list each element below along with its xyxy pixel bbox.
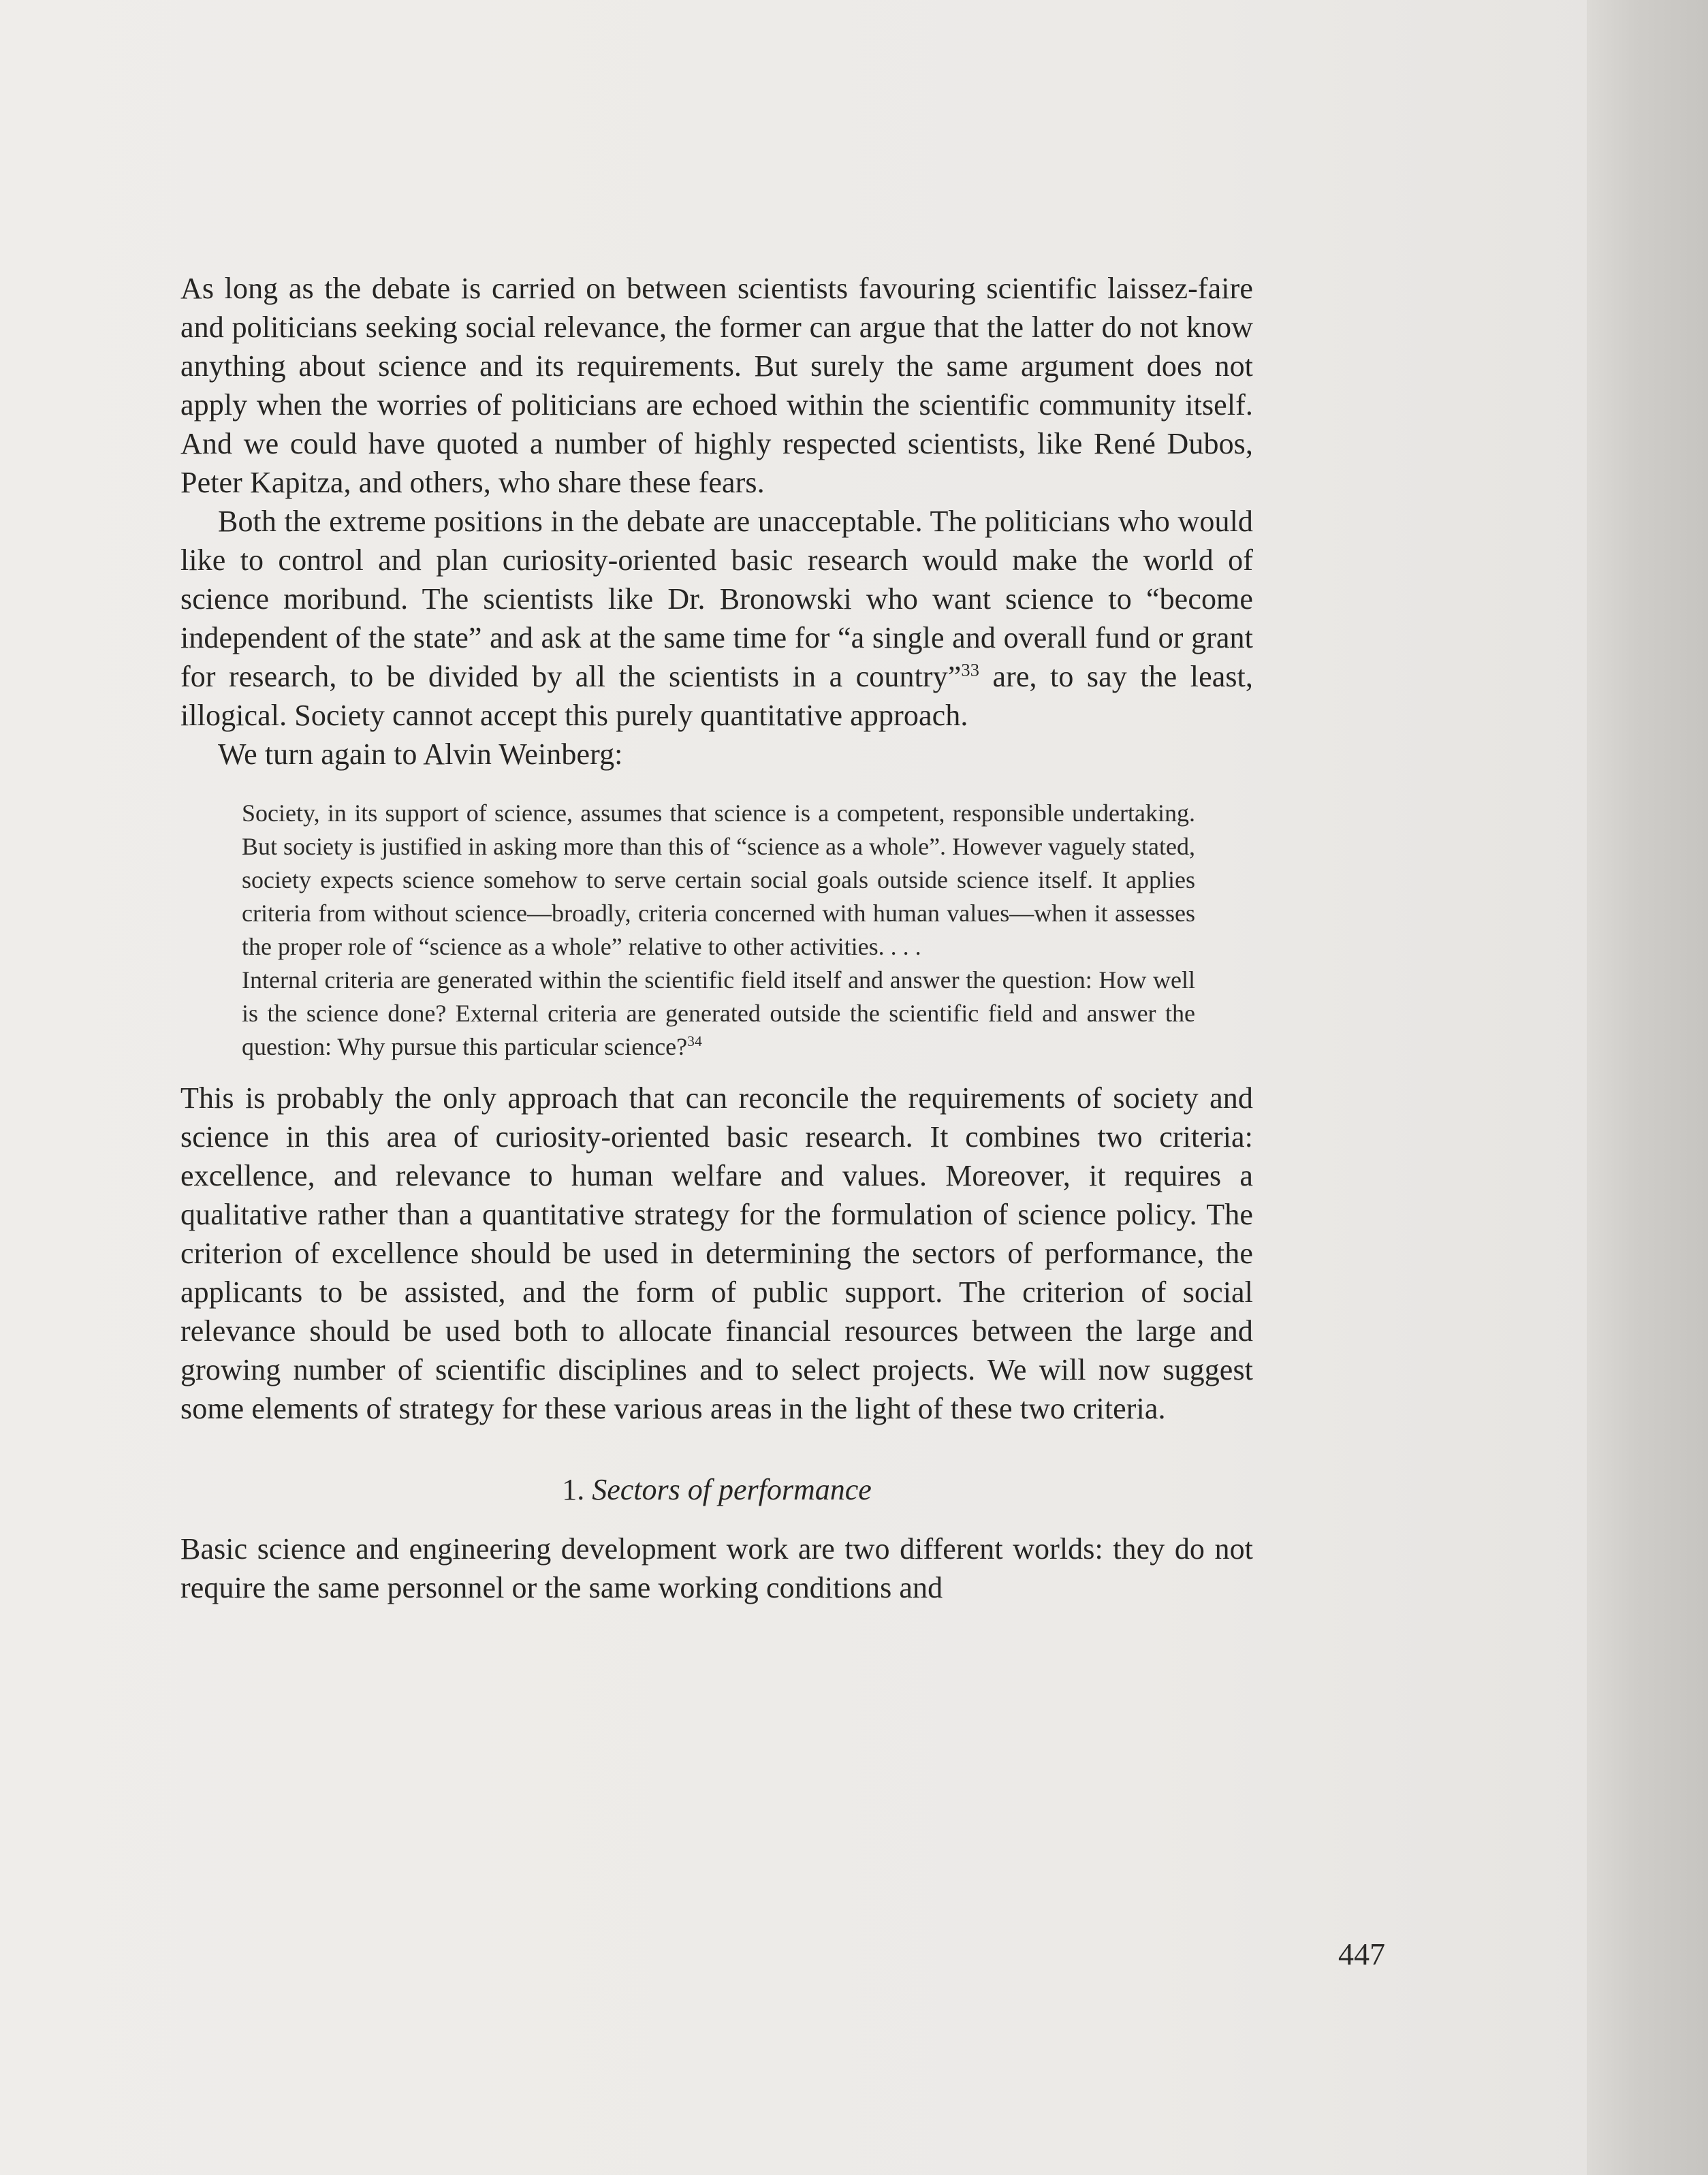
section-heading — [180, 1470, 1253, 1509]
quote-part-1: Society, in its support of science, assumes that science is a competent, responsible undertaking. But society is justified in asking more than this of “science as a whole”. However vaguely stated, society expects science somehow to serve certain social goals outside science itself. It applies criteria from without science—broadly, criteria concerned with human values—when it assesses the proper role of “science as a whole” relative to other activities. . . . — [242, 799, 1195, 960]
paragraph-1: As long as the debate is carried on between scientists favouring scientific laissez-faire and politicians seeking social relevance, the former can argue that the latter do not know anything about science and its requirements. But surely the same argument does not apply when the worries of politicians are echoed within the scientific community itself. And we could have quoted a number of highly respected scientists, like René Dubos, Peter Kapitza, and others, who share these fears. — [180, 272, 1253, 499]
paragraph-2 — [180, 502, 1253, 735]
section-number: 1. — [562, 1473, 585, 1506]
body-text — [180, 269, 1253, 1607]
section-title: Sectors of performance — [592, 1473, 872, 1506]
footnote-ref-33: 33 — [961, 659, 979, 680]
quote-part-2 — [242, 964, 1195, 1064]
paragraph-4: This is probably the only approach that can reconcile the requirements of society and science in this area of curiosity-oriented basic research. It combines two criteria: excellence, and relevance to human welfare and values. Moreover, it requires a qualitative rather than a quantitative strategy for the formulation of science policy. The criterion of excellence should be used in determining the sectors of performance, the applicants to be assisted, and the form of public support. The criterion of social relevance should be used both to allocate financial resources between the large and growing number of scientific disciplines and to select projects. We will now suggest some elements of strategy for these various areas in the light of these two criteria. — [180, 1081, 1253, 1425]
paragraph-3: We turn again to Alvin Weinberg: — [218, 737, 623, 771]
page-edge-shadow — [1587, 0, 1708, 2175]
footnote-ref-34: 34 — [687, 1033, 702, 1049]
paragraph-5: Basic science and engineering development work are two different worlds: they do not require the same personnel or the same working conditions and — [180, 1532, 1253, 1604]
block-quote — [242, 797, 1195, 1064]
paragraph-2-text-b: are, to say the least, illogical. Society cannot accept this purely quantitative approach. — [180, 660, 1253, 732]
page-number: 447 — [1338, 1937, 1385, 1971]
paragraph-2-text-a: Both the extreme positions in the debate are unacceptable. The politicians who would like to control and plan curiosity-oriented basic research would make the world of science moribund. The scientists like Dr. Bronowski who want science to “become independent of the state” and ask at the same time for “a single and overall fund or grant for research, to be divided by all the scientists in a country” — [180, 505, 1253, 693]
quote-part-2-text: Internal criteria are generated within the scientific field itself and answer the question: How well is the science done? External criteria are generated outside the scientific field and answer the question: Why pursue this particular science? — [242, 966, 1195, 1060]
